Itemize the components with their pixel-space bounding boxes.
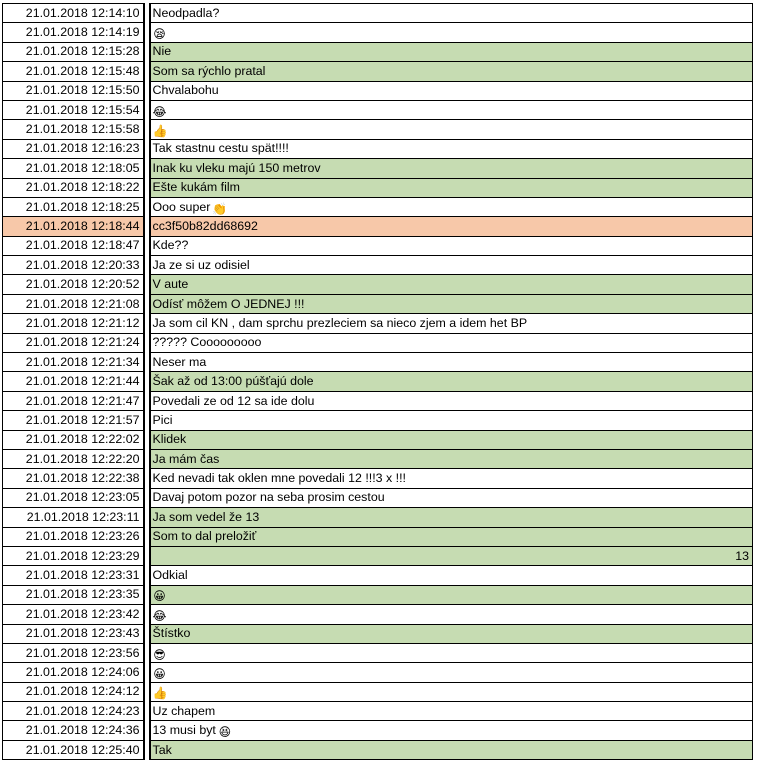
- sleepy-face-icon: 😪: [153, 27, 166, 42]
- message-text: Ja som vedel že 13: [152, 509, 260, 524]
- timestamp-cell: 21.01.2018 12:18:44: [3, 217, 144, 236]
- timestamp-cell: 21.01.2018 12:24:06: [3, 663, 144, 682]
- chat-row: [3, 372, 753, 391]
- message-cell: [150, 217, 753, 236]
- chat-row: [3, 314, 753, 333]
- chat-row: [3, 566, 753, 585]
- message-cell: [150, 740, 753, 759]
- message-text: Štístko: [152, 626, 191, 641]
- message-text: Klidek: [152, 432, 187, 447]
- message-text: Tak: [152, 742, 172, 757]
- chat-row: [3, 100, 753, 119]
- timestamp-cell: 21.01.2018 12:15:48: [3, 62, 144, 81]
- chat-row: [3, 23, 753, 42]
- timestamp-cell: 21.01.2018 12:24:23: [3, 702, 144, 721]
- message-cell: [150, 721, 753, 740]
- message-cell: [150, 353, 753, 372]
- chat-row: [3, 391, 753, 410]
- timestamp-cell: 21.01.2018 12:21:12: [3, 314, 144, 333]
- chat-row: [3, 159, 753, 178]
- message-text: Neodpadla?: [152, 5, 220, 20]
- message-text: ????? Cooooooooo: [152, 335, 262, 350]
- timestamp-cell: 21.01.2018 12:15:50: [3, 81, 144, 100]
- chat-row: [3, 4, 753, 23]
- chat-row: [3, 585, 753, 604]
- message-cell: [150, 527, 753, 546]
- message-text: Pici: [152, 412, 173, 427]
- message-text: Ked nevadi tak oklen mne povedali 12 !!!3 x !!!: [152, 471, 406, 486]
- chat-row: [3, 236, 753, 255]
- message-cell: [150, 585, 753, 604]
- timestamp-cell: 21.01.2018 12:22:20: [3, 449, 144, 468]
- thumbs-up-icon: 👍: [152, 686, 168, 701]
- chat-row: [3, 217, 753, 236]
- message-cell: [150, 508, 753, 527]
- squinting-face-icon: 😆: [218, 725, 232, 740]
- tears-of-joy-icon: 😂: [152, 608, 167, 623]
- timestamp-cell: 21.01.2018 12:23:29: [3, 546, 144, 565]
- message-cell: [150, 314, 753, 333]
- message-cell: [150, 275, 753, 294]
- chat-row: [3, 508, 753, 527]
- timestamp-cell: 21.01.2018 12:18:25: [3, 197, 144, 216]
- chat-row: [3, 682, 753, 701]
- message-text: Odísť môžem O JEDNEJ !!!: [152, 296, 305, 311]
- timestamp-cell: 21.01.2018 12:20:52: [3, 275, 144, 294]
- message-cell: [150, 663, 753, 682]
- message-text: Chvalabohu: [152, 83, 219, 98]
- message-cell: [150, 139, 753, 158]
- chat-row: [3, 81, 753, 100]
- chat-row: [3, 275, 753, 294]
- chat-row: [3, 605, 753, 624]
- chat-row: [3, 197, 753, 216]
- message-text: V aute: [152, 277, 189, 292]
- message-cell: [150, 624, 753, 643]
- chat-row: [3, 430, 753, 449]
- message-text: Ja ze si uz odisiel: [152, 257, 250, 272]
- chat-row: [3, 546, 753, 565]
- message-text: Ja mám čas: [152, 451, 220, 466]
- timestamp-cell: 21.01.2018 12:23:11: [3, 508, 144, 527]
- timestamp-cell: 21.01.2018 12:24:12: [3, 682, 144, 701]
- timestamp-cell: 21.01.2018 12:21:44: [3, 372, 144, 391]
- chat-row: [3, 740, 753, 759]
- grinning-face-icon: 😀: [153, 589, 166, 604]
- chat-row: [3, 42, 753, 61]
- message-text: Davaj potom pozor na seba prosim cestou: [152, 490, 385, 505]
- chat-row: [3, 333, 753, 352]
- chat-row: [3, 663, 753, 682]
- message-text: cc3f50b82dd68692: [152, 218, 258, 233]
- message-cell: [150, 159, 753, 178]
- message-cell: [150, 4, 753, 23]
- message-text: Som sa rýchlo pratal: [152, 63, 266, 78]
- timestamp-cell: 21.01.2018 12:20:33: [3, 256, 144, 275]
- timestamp-cell: 21.01.2018 12:18:05: [3, 159, 144, 178]
- timestamp-cell: 21.01.2018 12:23:35: [3, 585, 144, 604]
- timestamp-cell: 21.01.2018 12:25:40: [3, 740, 144, 759]
- chat-row: [3, 449, 753, 468]
- message-cell: [150, 449, 753, 468]
- chat-row: [3, 411, 753, 430]
- chat-row: [3, 256, 753, 275]
- message-text: Šak až od 13:00 púšťajú dole: [152, 374, 314, 389]
- message-cell: [150, 197, 753, 216]
- timestamp-cell: 21.01.2018 12:15:58: [3, 120, 144, 139]
- chat-row: [3, 353, 753, 372]
- chat-row: [3, 527, 753, 546]
- timestamp-cell: 21.01.2018 12:15:28: [3, 42, 144, 61]
- message-cell: [150, 411, 753, 430]
- message-text: Kde??: [152, 238, 189, 253]
- message-cell: [150, 702, 753, 721]
- message-cell: [150, 391, 753, 410]
- chat-row: [3, 139, 753, 158]
- chat-row: [3, 120, 753, 139]
- timestamp-cell: 21.01.2018 12:16:23: [3, 139, 144, 158]
- grinning-face-icon: 😀: [153, 666, 166, 681]
- message-text: 13: [735, 548, 749, 563]
- timestamp-cell: 21.01.2018 12:23:31: [3, 566, 144, 585]
- chat-row: [3, 702, 753, 721]
- message-cell: [150, 682, 753, 701]
- timestamp-cell: 21.01.2018 12:14:19: [3, 23, 144, 42]
- timestamp-cell: 21.01.2018 12:21:34: [3, 353, 144, 372]
- timestamp-cell: 21.01.2018 12:23:05: [3, 488, 144, 507]
- message-cell: [150, 469, 753, 488]
- message-cell: [150, 120, 753, 139]
- chat-row: [3, 469, 753, 488]
- person-with-sunglasses-icon: 😎: [153, 647, 166, 662]
- chat-row: [3, 62, 753, 81]
- message-cell: [150, 566, 753, 585]
- timestamp-cell: 21.01.2018 12:14:10: [3, 4, 144, 23]
- timestamp-cell: 21.01.2018 12:23:56: [3, 643, 144, 662]
- timestamp-cell: 21.01.2018 12:22:02: [3, 430, 144, 449]
- timestamp-cell: 21.01.2018 12:18:22: [3, 178, 144, 197]
- message-cell: [150, 236, 753, 255]
- message-cell: [150, 333, 753, 352]
- chat-row: [3, 488, 753, 507]
- message-cell: [150, 256, 753, 275]
- timestamp-cell: 21.01.2018 12:21:47: [3, 391, 144, 410]
- timestamp-cell: 21.01.2018 12:21:24: [3, 333, 144, 352]
- message-cell: [150, 372, 753, 391]
- timestamp-cell: 21.01.2018 12:15:54: [3, 100, 144, 119]
- message-cell: [150, 643, 753, 662]
- message-text: Odkial: [152, 568, 188, 583]
- message-text: 13 musi byt: [152, 723, 216, 738]
- message-cell: [150, 42, 753, 61]
- chat-row: [3, 624, 753, 643]
- message-cell: [150, 605, 753, 624]
- message-text: Uz chapem: [152, 703, 216, 718]
- message-text: Ooo super: [152, 199, 211, 214]
- timestamp-cell: 21.01.2018 12:22:38: [3, 469, 144, 488]
- message-text: Ja som cil KN , dam sprchu prezleciem sa nieco zjem a idem het BP: [152, 315, 528, 330]
- chat-row: [3, 178, 753, 197]
- timestamp-cell: 21.01.2018 12:23:43: [3, 624, 144, 643]
- chat-log-table: [2, 3, 753, 760]
- message-cell: [150, 81, 753, 100]
- message-text: Som to dal preložiť: [152, 529, 257, 544]
- timestamp-cell: 21.01.2018 12:23:26: [3, 527, 144, 546]
- timestamp-cell: 21.01.2018 12:21:08: [3, 294, 144, 313]
- chat-row: [3, 643, 753, 662]
- message-text: Tak stastnu cestu spät!!!!: [152, 141, 289, 156]
- message-cell: [150, 488, 753, 507]
- message-text: Neser ma: [152, 354, 207, 369]
- message-cell: [150, 100, 753, 119]
- message-cell: [150, 23, 753, 42]
- tears-of-joy-icon: 😂: [152, 104, 167, 119]
- chat-row: [3, 294, 753, 313]
- timestamp-cell: 21.01.2018 12:18:47: [3, 236, 144, 255]
- message-text: Povedali ze od 12 sa ide dolu: [152, 393, 315, 408]
- message-cell: [150, 430, 753, 449]
- timestamp-cell: 21.01.2018 12:21:57: [3, 411, 144, 430]
- chat-row: [3, 721, 753, 740]
- message-text: Inak ku vleku majú 150 metrov: [152, 160, 321, 175]
- timestamp-cell: 21.01.2018 12:24:36: [3, 721, 144, 740]
- thumbs-up-icon: 👍: [152, 124, 168, 139]
- message-cell: [150, 294, 753, 313]
- message-text: Nie: [152, 44, 172, 59]
- message-cell: [150, 178, 753, 197]
- clapping-hands-icon: 👏: [212, 201, 228, 216]
- message-cell: [150, 546, 753, 565]
- message-text: Ešte kukám film: [152, 180, 240, 195]
- message-cell: [150, 62, 753, 81]
- timestamp-cell: 21.01.2018 12:23:42: [3, 605, 144, 624]
